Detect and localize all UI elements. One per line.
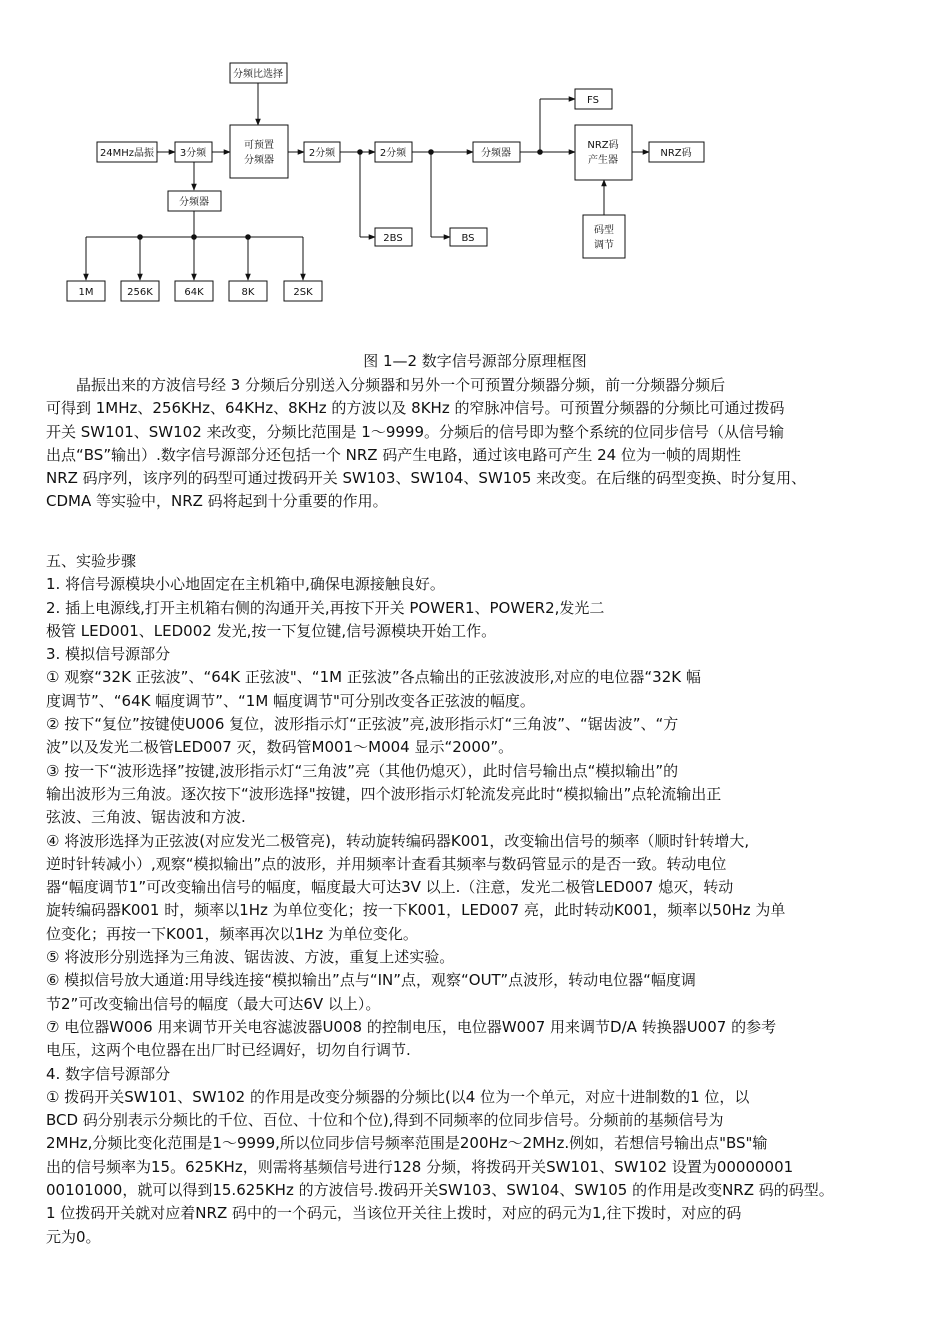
- freq-output-8k: 8K: [241, 287, 255, 298]
- freq-output-1m: 1M: [78, 287, 94, 298]
- presettable-divider-line1: 可预置: [244, 140, 274, 151]
- steps-line: ④ 将波形选择为正弦波(对应发光二极管亮)，转动旋转编码器K001，改变输出信号的频率（顺时针转增大,: [46, 831, 750, 850]
- steps-line: 波”以及发光二极管LED007 灭，数码管M001～M004 显示“2000”。: [46, 738, 514, 757]
- steps-line: 00101000，就可以得到15.625KHz 的方波信号.拨码开关SW103、SW104、SW105 的作用是改变NRZ 码的码型。: [46, 1181, 834, 1200]
- steps-line: 节2”可改变输出信号的幅度（最大可达6V 以上）。: [46, 994, 381, 1013]
- intro-line: 开关 SW101、SW102 来改变，分频比范围是 1～9999。分频后的信号即为整个系统的位同步信号（从信号输: [46, 422, 784, 441]
- freq-output-256k: 256K: [127, 287, 153, 298]
- steps-line: 旋转编码器K001 时，频率以1Hz 为单位变化；按一下K001，LED007 亮，此时转动K001，频率以50Hz 为单: [46, 901, 786, 920]
- intro-line: 出点“BS”输出）.数字信号源部分还包括一个 NRZ 码产生电路，通过该电路可产生 24 位为一帧的周期性: [46, 445, 741, 464]
- steps-line: 1. 将信号源模块小心地固定在主机箱中,确保电源接触良好。: [46, 575, 445, 594]
- steps-line: ⑥ 模拟信号放大通道:用导线连接“模拟输出”点与“IN”点，观察“OUT”点波形，转动电位器“幅度调: [46, 971, 696, 990]
- steps-line: ⑤ 将波形分别选择为三角波、锯齿波、方波，重复上述实验。: [46, 948, 455, 967]
- ratio-select-block: 分频比选择: [233, 69, 283, 80]
- div3-block: 3分频: [179, 148, 207, 159]
- steps-line: 2. 插上电源线,打开主机箱右侧的沟通开关,再按下开关 POWER1、POWER2,发光二: [46, 598, 605, 617]
- steps-line: 器“幅度调节1”可改变输出信号的幅度，幅度最大可达3V 以上.（注意，发光二极管LED007 熄灭，转动: [46, 878, 734, 897]
- steps-line: BCD 码分别表示分频比的千位、百位、十位和个位),得到不同频率的位同步信号。分频前的基频信号为: [46, 1111, 724, 1130]
- 2bs-output: 2BS: [383, 233, 403, 244]
- divider-block-right: 分频器: [481, 148, 511, 159]
- steps-line: ② 按下“复位”按键使U006 复位，波形指示灯“正弦波”亮,波形指示灯“三角波”、“锯齿波”、“方: [46, 715, 679, 734]
- intro-line: 晶振出来的方波信号经 3 分频后分别送入分频器和另外一个可预置分频器分频，前一分频器分频后: [46, 376, 726, 394]
- pattern-adjust-line2: 调节: [594, 240, 614, 251]
- nrz-generator-line1: NRZ码: [587, 140, 619, 151]
- div2-block-b: 2分频: [379, 148, 407, 159]
- nrz-generator-line2: 产生器: [588, 155, 618, 166]
- div2-block-a: 2分频: [308, 148, 336, 159]
- divider-block-lower: 分频器: [179, 197, 209, 208]
- pattern-adjust-line1: 码型: [594, 225, 614, 236]
- steps-line: 2MHz,分频比变化范围是1～9999,所以位同步信号频率范围是200Hz～2MHz.例如，若想信号输出点"BS"输: [46, 1134, 768, 1153]
- freq-output-64k: 64K: [184, 287, 204, 298]
- steps-line: 元为0。: [46, 1227, 101, 1246]
- steps-line: 电压，这两个电位器在出厂时已经调好，切勿自行调节.: [46, 1041, 411, 1060]
- steps-line: 五、实验步骤: [46, 552, 137, 570]
- steps-line: 4. 数字信号源部分: [46, 1064, 171, 1083]
- intro-line: 可得到 1MHz、256KHz、64KHz、8KHz 的方波以及 8KHz 的窄脉冲信号。可预置分频器的分频比可通过拨码: [46, 399, 785, 418]
- steps-line: 逆时针转减小）,观察“模拟输出”点的波形，并用频率计查看其频率与数码管显示的是否一致。转动电位: [46, 854, 727, 873]
- steps-line: 1 位拨码开关就对应着NRZ 码中的一个码元，当该位开关往上拨时，对应的码元为1,往下拨时，对应的码: [46, 1204, 742, 1223]
- block-diagram: [0, 0, 950, 340]
- steps-line: 出的信号频率为15。625KHz，则需将基频信号进行128 分频，将拨码开关SW101、SW102 设置为00000001: [46, 1157, 794, 1176]
- steps-line: ① 观察“32K 正弦波”、“64K 正弦波"、“1M 正弦波”各点输出的正弦波波形,对应的电位器“32K 幅: [46, 668, 701, 687]
- steps-line: ① 拨码开关SW101、SW102 的作用是改变分频器的分频比(以4 位为一个单元，对应十进制数的1 位，以: [46, 1087, 750, 1106]
- figure-caption: 图 1—2 数字信号源部分原理框图: [363, 352, 587, 370]
- steps-line: 弦波、三角波、锯齿波和方波.: [46, 808, 246, 827]
- crystal-block: 24MHz晶振: [99, 148, 155, 159]
- intro-paragraph: [46, 374, 914, 514]
- steps-line: 极管 LED001、LED002 发光,按一下复位键,信号源模块开始工作。: [46, 621, 497, 640]
- steps-line: 度调节”、“64K 幅度调节”、“1M 幅度调节"可分别改变各正弦波的幅度。: [46, 691, 535, 710]
- steps-line: ③ 按一下“波形选择”按键,波形指示灯“三角波”亮（其他仍熄灭），此时信号输出点“模拟输出”的: [46, 761, 679, 780]
- nrz-output: NRZ码: [660, 148, 692, 159]
- intro-line: NRZ 码序列，该序列的码型可通过拨码开关 SW103、SW104、SW105 来改变。在后继的码型变换、时分复用、: [46, 469, 807, 488]
- steps-line: 输出波形为三角波。逐次按下“波形选择"按键，四个波形指示灯轮流发亮此时“模拟输出”点轮流输出正: [46, 784, 722, 803]
- bs-output: BS: [461, 233, 475, 244]
- presettable-divider-line2: 分频器: [244, 155, 274, 166]
- freq-output-2sk: 2SK: [293, 287, 313, 298]
- steps-line: 3. 模拟信号源部分: [46, 645, 171, 664]
- intro-line: CDMA 等实验中，NRZ 码将起到十分重要的作用。: [46, 492, 388, 511]
- steps-line: ⑦ 电位器W006 用来调节开关电容滤波器U008 的控制电压，电位器W007 用来调节D/A 转换器U007 的参考: [46, 1017, 777, 1036]
- steps-line: 位变化；再按一下K001，频率再次以1Hz 为单位变化。: [46, 924, 418, 943]
- experiment-steps: [46, 550, 914, 1249]
- fs-output: FS: [587, 95, 599, 106]
